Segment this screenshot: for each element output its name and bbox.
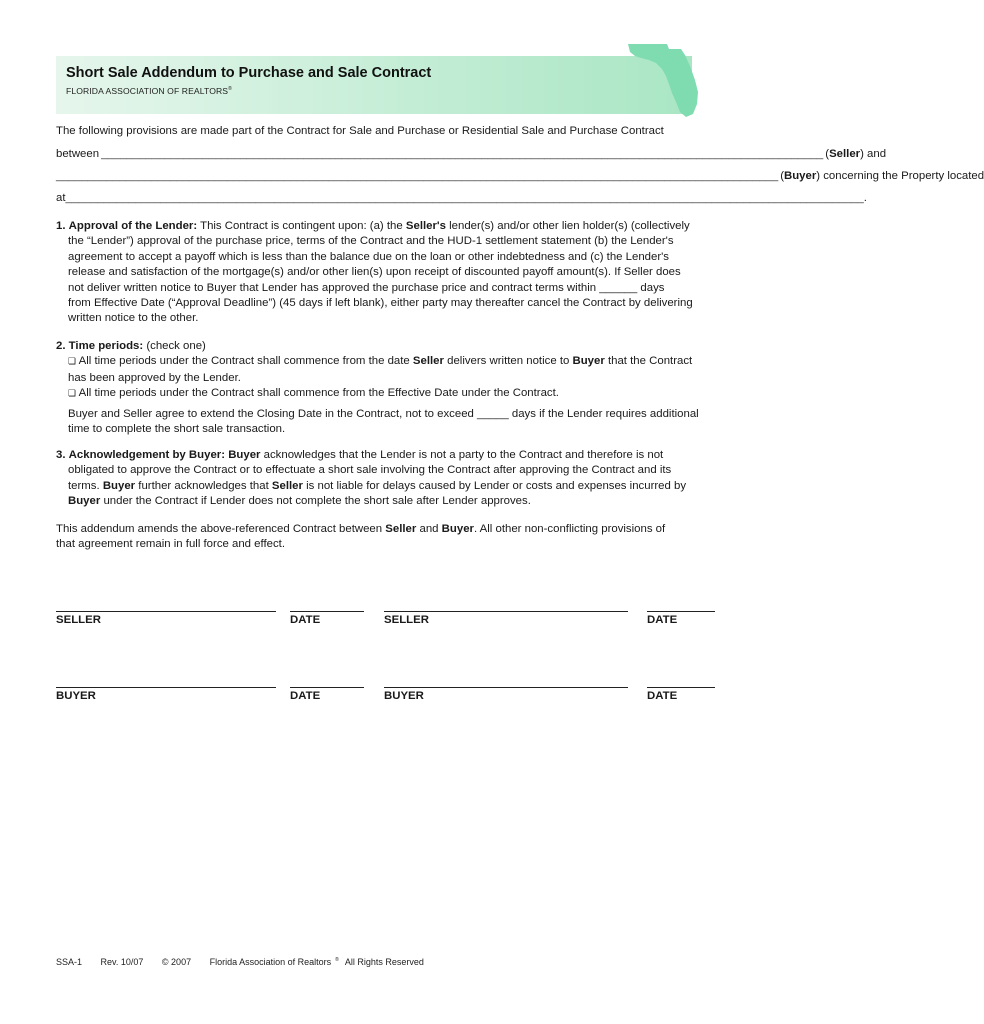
date-label: DATE — [647, 614, 678, 626]
buyer-signature-line[interactable] — [56, 687, 276, 688]
document-title: Short Sale Addendum to Purchase and Sale Contract — [66, 65, 432, 81]
copyright: © 2007 — [161, 957, 192, 967]
seller-name-line: between __________________________________________________________________________________________________________________ (Seller) and — [56, 148, 887, 160]
seller-label: SELLER — [56, 614, 101, 626]
buyer-2-date-line[interactable] — [647, 687, 715, 688]
florida-logo — [623, 40, 701, 120]
buyer-label: BUYER — [56, 690, 96, 702]
footer: SSA-1 Rev. 10/07 © 2007 Florida Association of Realtors ® All Rights Reserved — [56, 957, 424, 967]
checkbox-icon: ❏ — [68, 357, 77, 368]
buyer-label: BUYER — [384, 690, 424, 702]
property-line: at ______________________________________________________________________________________________________________________________ . — [56, 192, 867, 204]
closing-paragraph: This addendum amends the above-referenced Contract between Seller and Buyer. All other non-conflicting provisions of that agreement remain in full force and effect. — [56, 523, 666, 551]
buyer-date-line[interactable] — [290, 687, 364, 688]
form-code: SSA-1 — [56, 957, 83, 967]
org-name: FLORIDA ASSOCIATION OF REALTORS® — [66, 86, 232, 96]
time-option-1[interactable]: ❏ All time periods under the Contract shall commence from the date Seller delivers written notice to Buyer that the Contract — [68, 355, 693, 368]
buyer-name-line: __________________________________________________________________________________________________________________ (Buyer) concerning the Property located — [56, 170, 984, 182]
buyer-name-blank[interactable]: __________________________________________________________________________________________________________________ — [56, 170, 779, 182]
section3-heading: Acknowledgement by Buyer: — [68, 449, 226, 461]
seller-date-line[interactable] — [290, 611, 364, 612]
revision: Rev. 10/07 — [100, 957, 144, 967]
extend-days-line[interactable]: Buyer and Seller agree to extend the Closing Date in the Contract, not to exceed _____ days if the Lender requires additional — [68, 407, 699, 420]
section-approval-of-lender: 1. Approval of the Lender: This Contract is contingent upon: (a) the Seller's lender(s) and/or other lien holder(s) (collectively the “Lender”) approval of the purchase price, terms of the Contract and the HUD-1 settlement statement (b) the Lender's agreement to accept a payoff which is less than the balance due on the loan or other indebtedness and (c) the Lender's release and satisfaction of the mortgage(s) and/or other lien(s) upon receipt of discounted payoff amount(s). If Seller does not deliver written notice to Buyer that Lender has approved the purchase price and contract terms within ______ days from Effective Date (“Approval Deadline”) (45 days if left blank), either party may thereafter cancel the Contract by delivering written notice to the other. — [56, 219, 716, 327]
section2-heading: Time periods: — [68, 340, 144, 352]
seller-label: SELLER — [384, 614, 429, 626]
time-option-2[interactable]: ❏ All time periods under the Contract shall commence from the Effective Date under the Contract. — [68, 387, 559, 400]
date-label: DATE — [647, 690, 678, 702]
approval-days-line[interactable]: not deliver written notice to Buyer that Lender has approved the purchase price and contract terms within ______ days — [68, 281, 665, 294]
intro-line: The following provisions are made part of the Contract for Sale and Purchase or Residential Sale and Purchase Contract — [56, 125, 664, 137]
section-time-periods: 2. Time periods: (check one) ❏ All time periods under the Contract shall commence from the date Seller delivers written notice to Buyer that the Contract has been approved by the Lender. ❏ All time periods under the Contract shall commence from the Effective Date under the Contract. Buyer and Seller agree to extend the Closing Date in the Contract, not to exceed _____ days if the Lender requires additional time to complete the short sale transaction. — [56, 339, 716, 437]
section-acknowledgement: 3. Acknowledgement by Buyer: Buyer acknowledges that the Lender is not a party to the Contract and therefore is not obligated to approve the Contract or to effectuate a short sale involving the Contract after approving the Contract and its terms. Buyer further acknowledges that Seller is not liable for delays caused by Lender or costs and expenses incurred by Buyer under the Contract if Lender does not complete the short sale after Lender approves. — [56, 449, 687, 508]
buyer-2-signature-line[interactable] — [384, 687, 628, 688]
seller-signature-line[interactable] — [56, 611, 276, 612]
date-label: DATE — [290, 690, 321, 702]
checkbox-icon: ❏ — [68, 389, 77, 400]
date-label: DATE — [290, 614, 321, 626]
seller-2-date-line[interactable] — [647, 611, 715, 612]
seller-2-signature-line[interactable] — [384, 611, 628, 612]
section1-heading: Approval of the Lender: — [68, 220, 198, 232]
property-address-blank[interactable]: ______________________________________________________________________________________________________________________________ — [65, 192, 864, 204]
seller-name-blank[interactable]: __________________________________________________________________________________________________________________ — [101, 148, 824, 160]
